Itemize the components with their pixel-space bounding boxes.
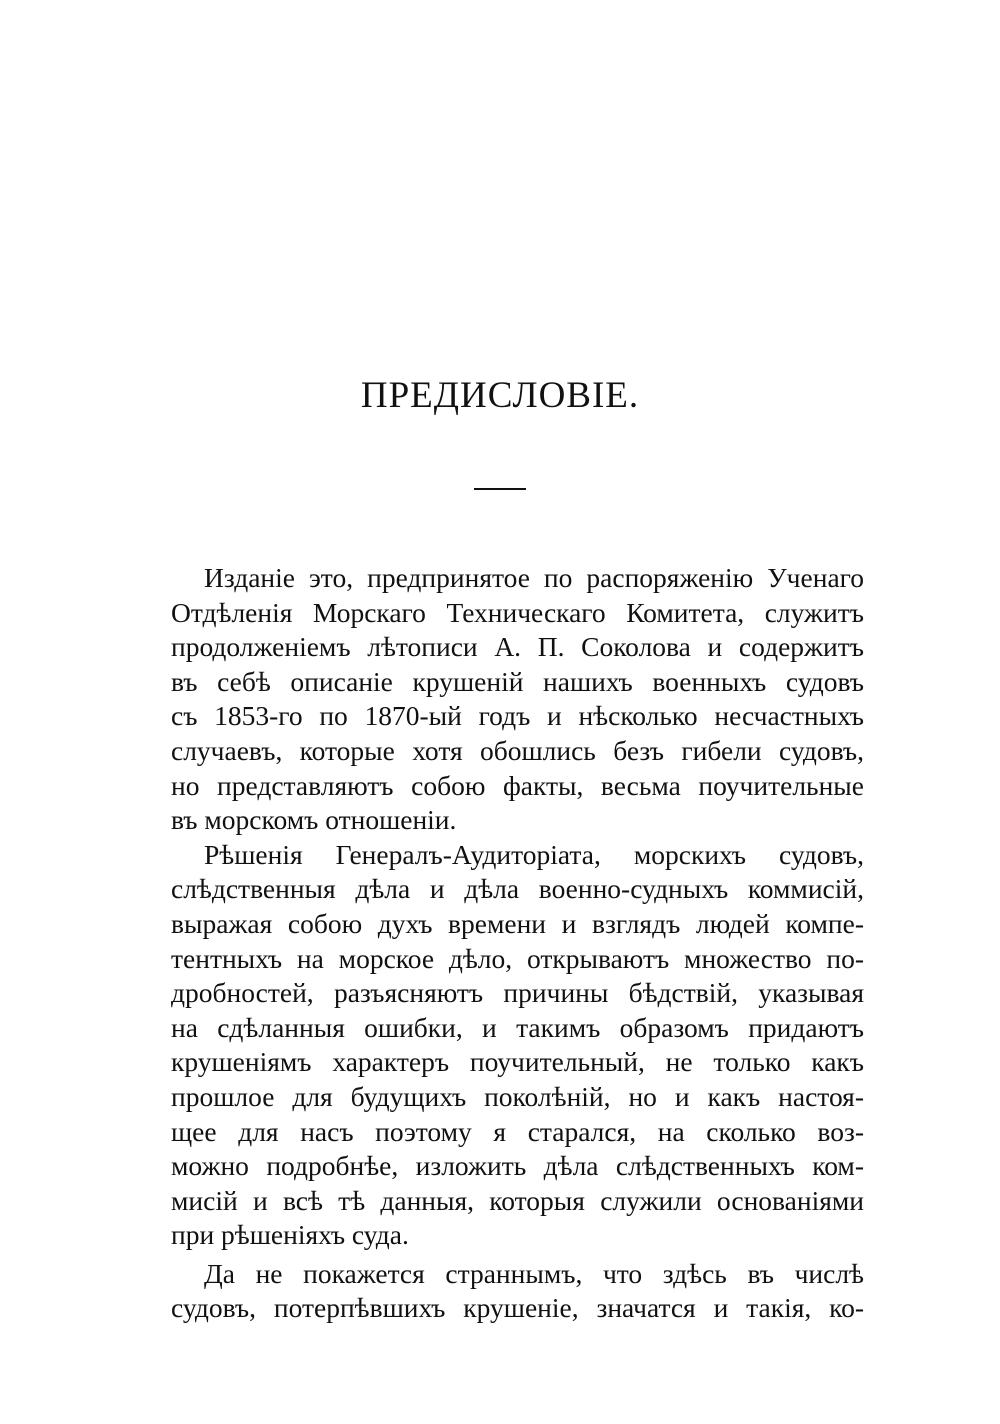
text-line: Да не покажется страннымъ, что здѣсь въ числѣ xyxy=(204,1257,864,1289)
text-line: случаевъ, которые хотя обошлись безъ гибели судовъ, xyxy=(171,734,864,766)
paragraph-2 xyxy=(138,838,864,1253)
text-line: Изданiе это, предпринятое по распоряженiю Ученаго xyxy=(204,562,864,593)
text-line: въ себѣ описанiе крушенiй нашихъ военныхъ судовъ xyxy=(171,665,864,697)
paragraph-3 xyxy=(138,1257,864,1326)
text-line: выражая собою духъ времени и взглядъ людей компе- xyxy=(171,907,864,939)
text-line: продолженiемъ лѣтописи А. П. Соколова и содержитъ xyxy=(171,631,864,663)
text-line: на сдѣланныя ошибки, и такимъ образомъ придаютъ xyxy=(171,1011,864,1043)
text-line: при рѣшенiяхъ суда. xyxy=(171,1219,409,1251)
text-line: тентныхъ на морское дѣло, открываютъ множество по- xyxy=(171,942,864,974)
text-line: съ 1853-го по 1870-ый годъ и нѣсколько несчастныхъ xyxy=(171,700,864,732)
text-line: крушенiямъ характеръ поучительный, не только какъ xyxy=(171,1046,864,1078)
text-line: дробностей, разъясняютъ причины бѣдствiй, указывая xyxy=(171,977,864,1009)
text-line: можно подробнѣе, изложить дѣла слѣдственныхъ ком- xyxy=(171,1150,864,1182)
text-line: въ морскомъ отношенiи. xyxy=(171,804,457,836)
text-line: мисiй и всѣ тѣ данныя, которыя служили основанiями xyxy=(171,1184,864,1216)
text-line: Отдѣленiя Морскаго Техническаго Комитета, служитъ xyxy=(171,596,864,628)
text-line: прошлое для будущихъ поколѣнiй, но и какъ настоя- xyxy=(171,1080,864,1112)
text-line: но представляютъ собою факты, весьма поучительные xyxy=(171,769,864,801)
page-title: ПРЕДИСЛОВIЕ. xyxy=(360,375,640,416)
body-text xyxy=(138,561,864,1326)
text-line: слѣдственныя дѣла и дѣла военно-судныхъ коммисiй, xyxy=(171,873,864,905)
text-line: Рѣшенiя Генералъ-Аудиторiата, морскихъ судовъ, xyxy=(204,838,864,870)
text-line: судовъ, потерпѣвшихъ крушенiе, значатся и такiя, ко- xyxy=(171,1292,864,1324)
paragraph-1 xyxy=(138,561,864,838)
text-line: щее для насъ поэтому я старался, на сколько воз- xyxy=(171,1115,864,1147)
title-divider xyxy=(474,488,526,490)
